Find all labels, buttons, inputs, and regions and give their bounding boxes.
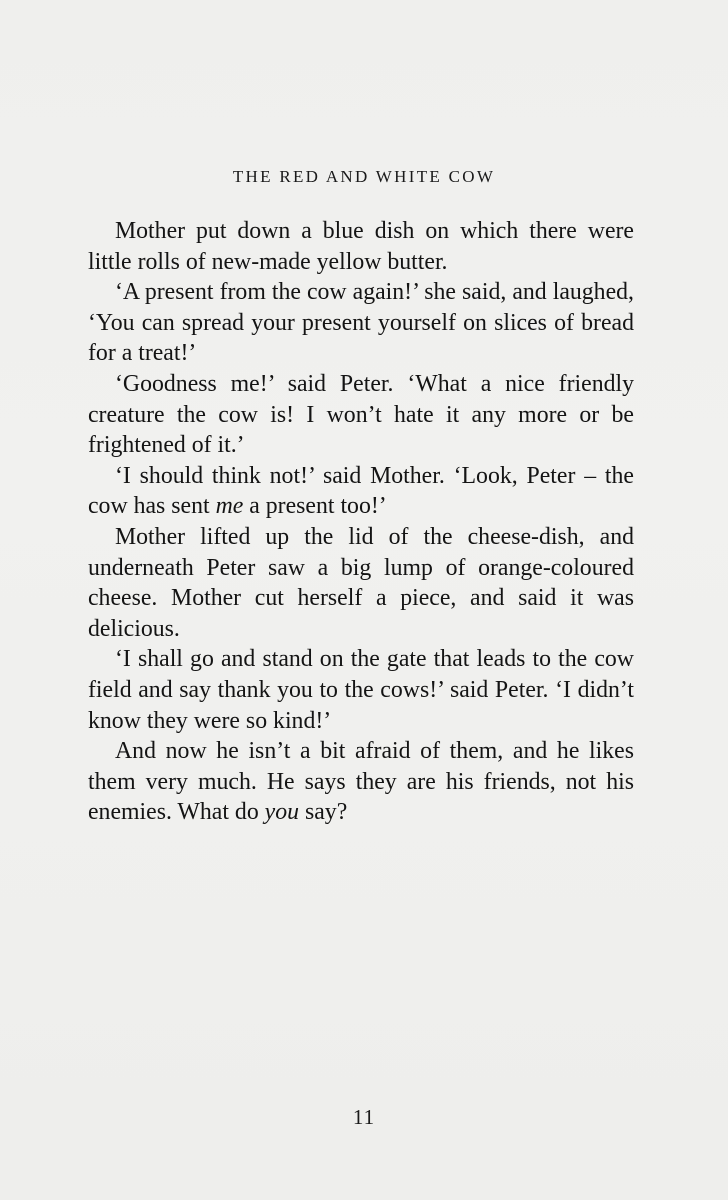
- paragraph: ‘I shall go and stand on the gate that leads to the cow field and say thank you to the cows!’ said Peter. ‘I didn’t know they were so kind!’: [88, 646, 634, 734]
- running-head: THE RED AND WHITE COW: [232, 167, 496, 186]
- paragraph-text: And now he isn’t a bit afraid of them, and he likes them very much. He says they are his friends, not his enemies. What do: [88, 738, 634, 826]
- paragraph: [88, 461, 634, 522]
- page-number: 11: [352, 1105, 376, 1129]
- paragraph-text: a present too!’: [243, 493, 387, 520]
- paragraph: Mother put down a blue dish on which there were little rolls of new-made yellow butter.: [88, 218, 634, 275]
- emphasis-text: you: [264, 799, 300, 826]
- paragraph: ‘Goodness me!’ said Peter. ‘What a nice friendly creature the cow is! I won’t hate it any more or be frightened of it.’: [88, 370, 634, 459]
- story-text: [88, 216, 634, 828]
- paragraph: ‘A present from the cow again!’ she said, and laughed, ‘You can spread your present yourself on slices of bread for a treat!’: [88, 279, 634, 367]
- paragraph-text: ‘I should think not!’ said Mother. ‘Look, Peter – the cow has sent: [88, 462, 634, 520]
- paragraph-text: say?: [299, 799, 348, 826]
- paragraph: [88, 736, 634, 828]
- paragraph: Mother lifted up the lid of the cheese-dish, and underneath Peter saw a big lump of orange-coloured cheese. Mother cut herself a piece, and said it was delicious.: [88, 523, 634, 642]
- emphasis-text: me: [215, 493, 244, 520]
